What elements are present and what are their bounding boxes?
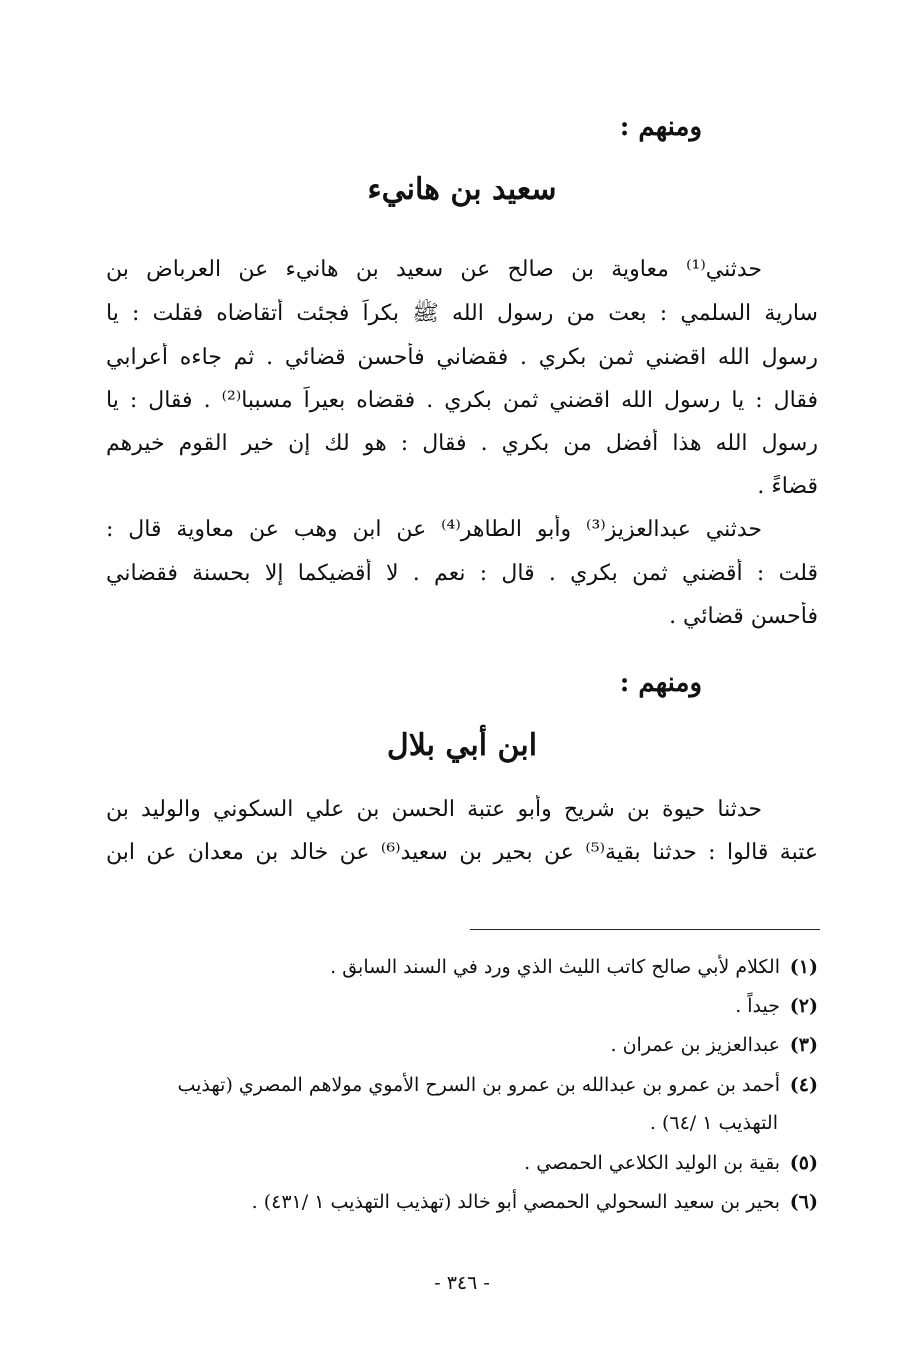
section-intro: ومنهم :: [619, 112, 702, 142]
text-line: رسول الله هذا أفضل من بكري . فقال : هو لك إن خير القوم خيرهم: [106, 431, 818, 456]
text-line: عتبة قالوا : حدثنا بقية⁽⁵⁾ عن بحير بن سعيد⁽⁶⁾ عن خالد بن معدان عن ابن: [106, 840, 818, 865]
text-line: قضاءً .: [757, 474, 818, 499]
footnote-number: (٢): [789, 995, 818, 1017]
footnote: [106, 1031, 818, 1059]
footnote-number: (٤): [789, 1074, 818, 1096]
text-line: حدثني⁽¹⁾ معاوية بن صالح عن سعيد بن هانيء عن العرباض بن: [106, 257, 762, 282]
section-heading: ابن أبي بلال: [386, 728, 538, 763]
page-number: - ٣٤٦ -: [434, 1272, 490, 1294]
footnote-divider: [470, 929, 820, 930]
footnote-text: بقية بن الوليد الكلاعي الحمصي .: [524, 1152, 780, 1174]
footnote: [106, 1071, 818, 1099]
footnote-number: (٣): [789, 1034, 818, 1056]
footnote: [106, 992, 818, 1020]
section-intro: ومنهم :: [619, 668, 702, 698]
footnote-text: جيداً .: [735, 995, 780, 1017]
footnote-text: بحير بن سعيد السحولي الحمصي أبو خالد (تهذيب التهذيب ١ /٤٣١) .: [251, 1191, 780, 1213]
text-line: قلت : أقضني ثمن بكري . قال : نعم . لا أقضيكما إلا بحسنة فقضاني: [106, 561, 818, 586]
footnote-text: أحمد بن عمرو بن عبدالله بن عمرو بن السرح الأموي مولاهم المصري (تهذيب: [177, 1074, 780, 1096]
footnote-number: (١): [789, 956, 818, 978]
footnote-text: الكلام لأبي صالح كاتب الليث الذي ورد في السند السابق .: [330, 956, 780, 978]
text-line: حدثني عبدالعزيز⁽³⁾ وأبو الطاهر⁽⁴⁾ عن ابن وهب عن معاوية قال :: [106, 517, 762, 542]
footnote-number: (٦): [789, 1191, 818, 1213]
footnote: [106, 1149, 818, 1177]
footnote-text: عبدالعزيز بن عمران .: [610, 1034, 780, 1056]
text-line: حدثنا حيوة بن شريح وأبو عتبة الحسن بن علي السكوني والوليد بن: [106, 797, 762, 822]
text-line: فأحسن قضائي .: [669, 604, 818, 629]
text-line: فقال : يا رسول الله اقضني ثمن بكري . فقضاه بعيراً مسببا⁽²⁾ . فقال : يا: [106, 388, 818, 413]
footnote: [106, 953, 818, 981]
section-heading: سعيد بن هانيء: [367, 172, 557, 207]
text-line: رسول الله اقضني ثمن بكري . فقضاني فأحسن قضائي . ثم جاءه أعرابي: [106, 345, 818, 370]
text-line: سارية السلمي : بعت من رسول الله ﷺ بكراً فجئت أتقاضاه فقلت : يا: [106, 301, 818, 326]
footnote: [106, 1188, 818, 1216]
footnote-continuation: التهذيب ١ /٦٤) .: [649, 1112, 778, 1134]
footnote-number: (٥): [789, 1152, 818, 1174]
